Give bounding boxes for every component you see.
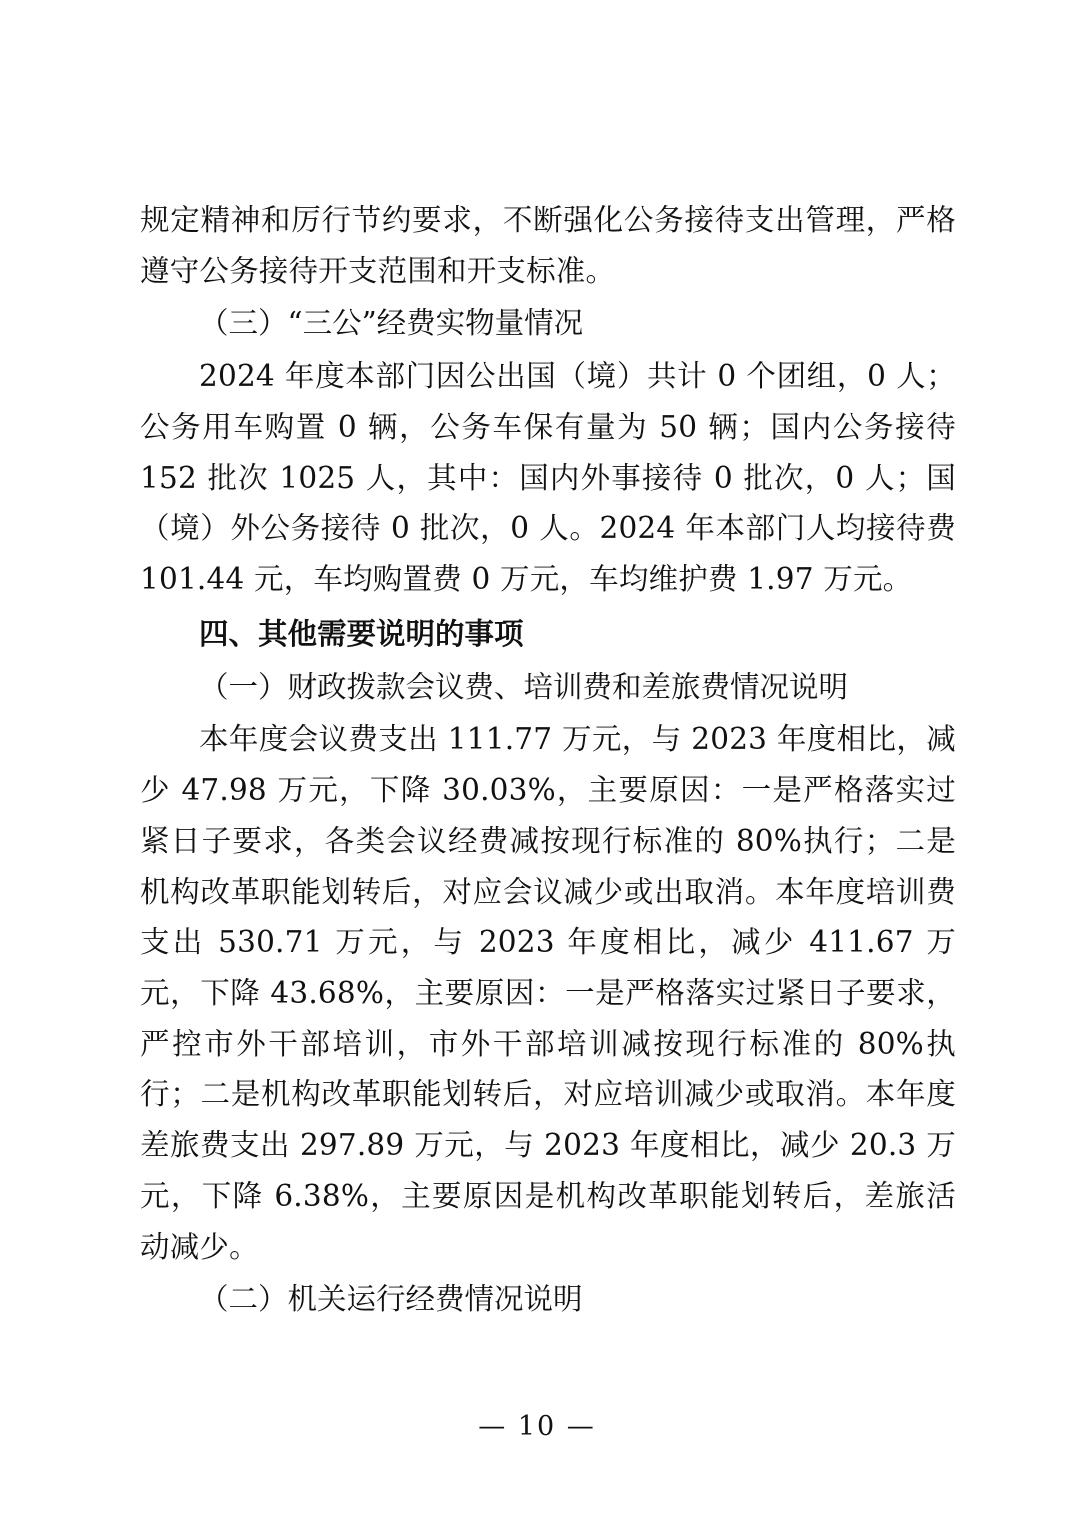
paragraph-gov-reception-policy: 规定精神和厉行节约要求，不断强化公务接待支出管理，严格遵守公务接待开支范围和开支标准。	[140, 203, 956, 288]
subheading-meeting-training-travel: （一）财政拨款会议费、培训费和差旅费情况说明	[199, 669, 849, 704]
subheading-three-public-physical-quantity: （三）“三公”经费实物量情况	[199, 306, 584, 341]
page-number: — 10 —	[478, 1411, 596, 1442]
paragraph-three-public-details: 2024 年度本部门因公出国（境）共计 0 个团组，0 人；公务用车购置 0 辆，公务车保有量为 50 辆；国内公务接待 152 批次 1025 人，其中：国内外事接待 0 批次，0 人；国（境）外公务接待 0 批次，0 人。2024 年本部门人均接待费 101.44 元，车均购置费 0 万元，车均维护费 1.97 万元。	[140, 359, 956, 597]
subheading-agency-operating-expenses: （二）机关运行经费情况说明	[199, 1282, 583, 1317]
paragraph-meeting-training-travel-details: 本年度会议费支出 111.77 万元，与 2023 年度相比，减少 47.98 万元，下降 30.03%，主要原因：一是严格落实过紧日子要求，各类会议经费减按现行标准的 80%执行；二是机构改革职能划转后，对应会议减少或出取消。本年度培训费支出 530.71 万元，与 2023 年度相比，减少 411.67 万元，下降 43.68%，主要原因：一是严格落实过紧日子要求，严控市外干部培训，市外干部培训减按现行标准的 80%执行；二是机构改革职能划转后，对应培训减少或取消。本年度差旅费支出 297.89 万元，与 2023 年度相比，减少 20.3 万元，下降 6.38%，主要原因是机构改革职能划转后，差旅活动减少。	[140, 722, 956, 1264]
heading-other-matters: 四、其他需要说明的事项	[199, 615, 524, 651]
